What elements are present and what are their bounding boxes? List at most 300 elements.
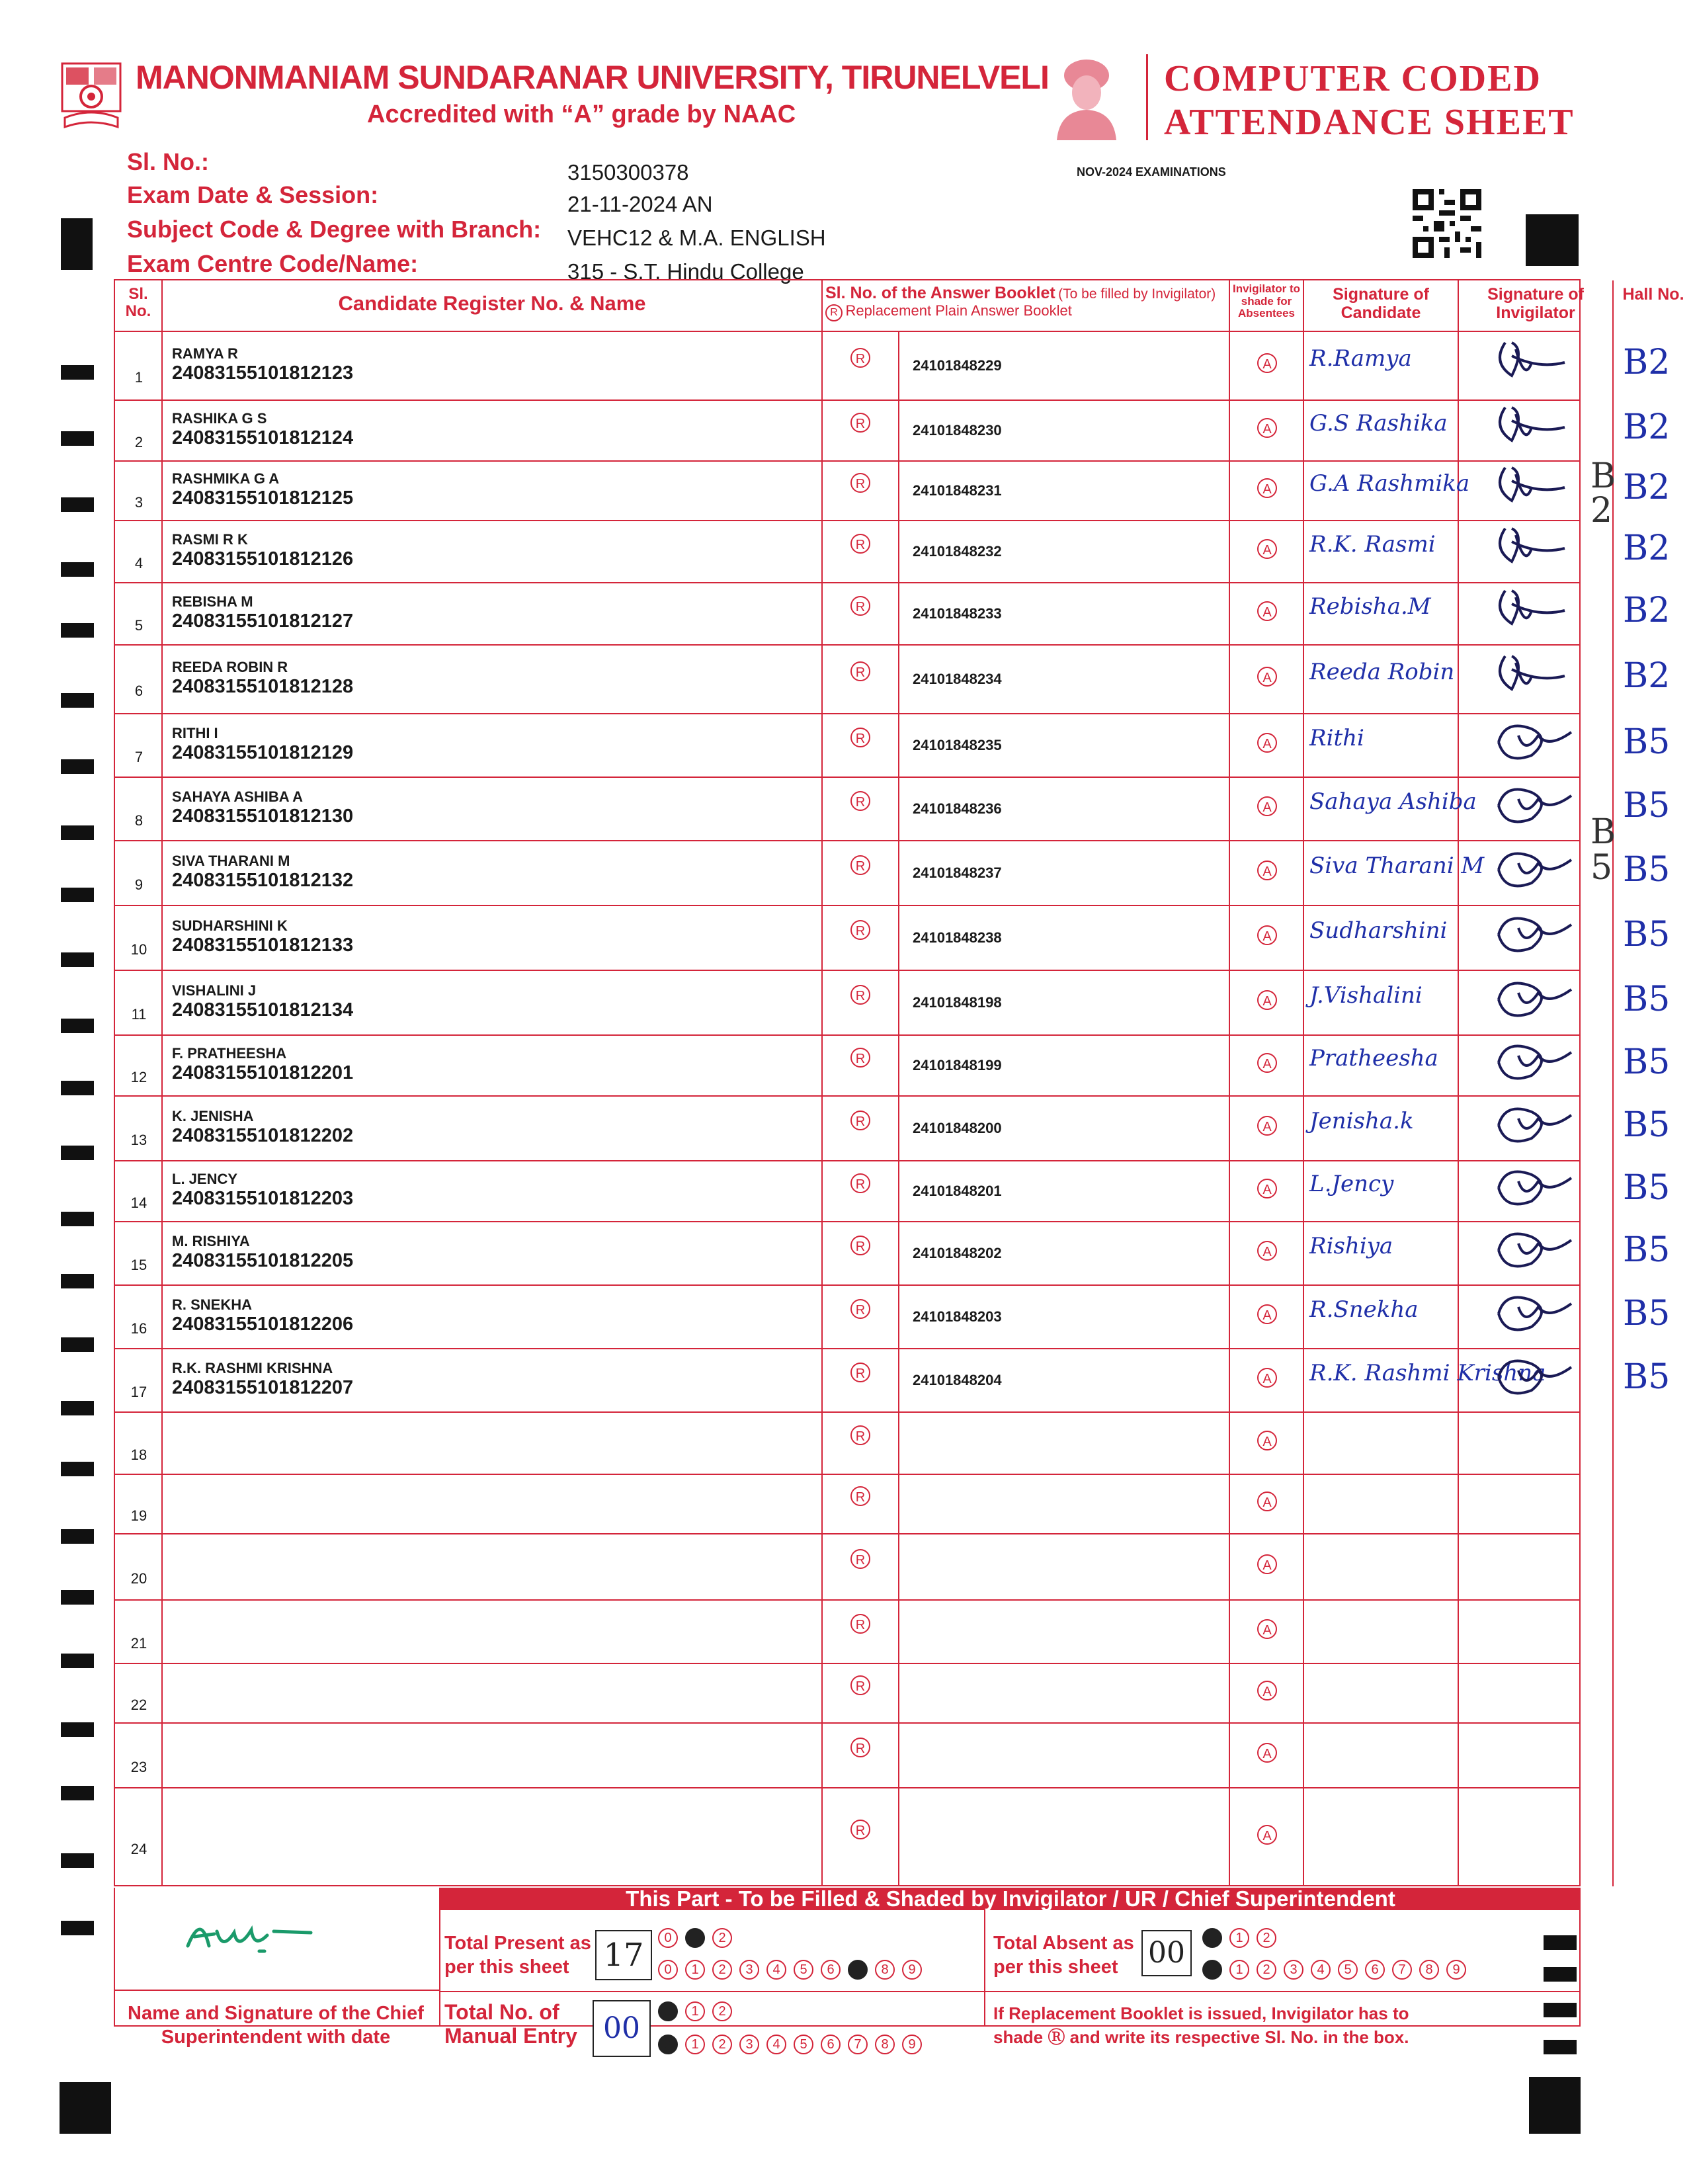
absent-bubble[interactable]: A: [1257, 796, 1277, 816]
chief-label: Name and Signature of the Chief Superintendent with date: [128, 2003, 424, 2048]
candidate-name: RASHIKA G S: [172, 410, 267, 427]
accreditation-text: Accredited with “A” grade by NAAC: [367, 101, 796, 128]
founder-portrait: [1050, 54, 1123, 140]
candidate-signature: Pratheesha: [1309, 1045, 1438, 1071]
university-name: MANONMANIAM SUNDARANAR UNIVERSITY, TIRUNELVELI: [136, 59, 1049, 96]
register-number: 24083155101812124: [172, 427, 354, 448]
table-row: [115, 1411, 1579, 1474]
replacement-bubble[interactable]: R: [850, 661, 870, 681]
timing-mark: [61, 693, 94, 708]
hall-number: B5: [1623, 980, 1671, 1019]
table-cell: [115, 1787, 163, 1886]
digit-bubble[interactable]: 9: [902, 2035, 922, 2054]
table-cell: [1304, 1722, 1459, 1787]
present-units-bubbles[interactable]: [658, 1960, 929, 1980]
table-cell: [163, 1474, 823, 1533]
table-cell: [1304, 1663, 1459, 1722]
register-number: 24083155101812128: [172, 676, 354, 697]
table-row: [115, 582, 1671, 644]
table-row: [115, 460, 1671, 520]
replacement-bubble[interactable]: R: [850, 1425, 870, 1445]
margin-note: B: [1590, 812, 1616, 852]
invigilator-signature: [1485, 522, 1585, 575]
table-cell: [163, 1599, 823, 1663]
absent-bubble[interactable]: A: [1257, 1304, 1277, 1324]
replacement-bubble[interactable]: R: [850, 1173, 870, 1193]
candidate-signature: G.A Rashmika: [1309, 470, 1470, 497]
replacement-bubble[interactable]: R: [850, 1236, 870, 1255]
replacement-icon: R: [825, 304, 843, 321]
table-row: [115, 399, 1671, 460]
digit-bubble[interactable]: 0: [658, 2035, 678, 2054]
qr-code-icon: [1413, 189, 1481, 258]
digit-bubble[interactable]: 3: [739, 2035, 759, 2054]
candidate-name: M. RISHIYA: [172, 1233, 250, 1249]
absent-bubble[interactable]: A: [1257, 1053, 1277, 1073]
replacement-bubble[interactable]: R: [850, 1614, 870, 1634]
invigilator-signature: [1485, 1224, 1585, 1277]
sl-no-value: 3150300378: [567, 160, 689, 185]
invigilator-signature: [1485, 779, 1585, 832]
absent-bubble[interactable]: A: [1257, 990, 1277, 1010]
university-logo: [60, 61, 123, 135]
table-cell: [115, 644, 163, 713]
timing-mark: [61, 1401, 94, 1415]
register-number: 24083155101812125: [172, 487, 354, 509]
table-cell: [1614, 1474, 1693, 1533]
table-cell: [1459, 1411, 1614, 1474]
row-sl-number: 9: [134, 876, 144, 893]
table-cell: [115, 1411, 163, 1474]
replacement-bubble[interactable]: R: [850, 1820, 870, 1839]
invigilator-signature: [1485, 336, 1585, 389]
candidate-signature: J.Vishalini: [1309, 982, 1423, 1009]
table-cell: [115, 1095, 163, 1160]
table-cell: [163, 1411, 823, 1474]
booklet-number: 24101848233: [913, 605, 1002, 622]
digit-bubble[interactable]: 4: [766, 2035, 786, 2054]
table-cell: [1614, 1663, 1693, 1722]
timing-mark: [61, 497, 94, 512]
absent-bubble[interactable]: A: [1257, 1491, 1277, 1511]
table-cell: [115, 399, 163, 460]
register-number: 24083155101812126: [172, 548, 354, 569]
header-sig-candidate: Signature of Candidate: [1304, 280, 1459, 331]
hall-number: B5: [1623, 786, 1671, 825]
manual-entry-box[interactable]: [593, 2000, 651, 2057]
table-cell: [115, 905, 163, 970]
hall-number: B5: [1623, 1294, 1671, 1333]
manual-entry-value: 00: [603, 2011, 640, 2045]
booklet-number: 24101848230: [913, 422, 1002, 439]
table-row: [115, 1663, 1579, 1722]
hall-number: B5: [1623, 850, 1671, 890]
replacement-bubble[interactable]: R: [850, 1363, 870, 1382]
sl-no-label: Sl. No.:: [127, 148, 209, 175]
table-cell: [1304, 1533, 1459, 1599]
digit-bubble[interactable]: 0: [1202, 1960, 1222, 1980]
candidate-name: R. SNEKHA: [172, 1296, 253, 1313]
margin-note: B: [1590, 456, 1616, 496]
row-sl-number: 17: [130, 1384, 147, 1400]
timing-mark: [61, 952, 94, 967]
row-sl-number: 22: [130, 1697, 147, 1713]
invigilator-signature: [1485, 1287, 1585, 1340]
digit-bubble[interactable]: 7: [848, 2035, 868, 2054]
absent-bubble[interactable]: A: [1257, 925, 1277, 945]
table-cell: [163, 1663, 823, 1722]
replacement-bubble[interactable]: R: [850, 920, 870, 940]
table-row: [115, 713, 1671, 777]
absent-bubble[interactable]: A: [1257, 418, 1277, 438]
candidate-signature: Sahaya Ashiba: [1309, 788, 1477, 815]
row-sl-number: 6: [134, 683, 144, 699]
absent-bubble[interactable]: A: [1257, 667, 1277, 687]
table-row: [115, 331, 1671, 399]
absent-bubble[interactable]: A: [1257, 1116, 1277, 1136]
invigilator-signature: [1485, 1099, 1585, 1152]
table-cell: [1304, 1411, 1459, 1474]
manual-tens-bubbles[interactable]: [658, 2001, 739, 2021]
booklet-number: 24101848204: [913, 1372, 1002, 1388]
digit-bubble[interactable]: 1: [685, 1928, 705, 1948]
header-booklet-sub: Replacement Plain Answer Booklet: [845, 302, 1072, 319]
digit-bubble[interactable]: 0: [1202, 1928, 1222, 1948]
replacement-bubble[interactable]: R: [850, 473, 870, 493]
absent-bubble[interactable]: A: [1257, 1179, 1277, 1198]
digit-bubble[interactable]: 2: [712, 2001, 732, 2021]
header-booklet-main: Sl. No. of the Answer Booklet: [825, 284, 1055, 302]
booklet-number: 24101848202: [913, 1245, 1002, 1261]
candidate-name: SAHAYA ASHIBA A: [172, 788, 304, 805]
digit-bubble[interactable]: 2: [712, 1960, 732, 1980]
header-hall: Hall No.: [1622, 285, 1684, 304]
digit-bubble[interactable]: 9: [902, 1960, 922, 1980]
table-cell: [1459, 1663, 1614, 1722]
total-present-box[interactable]: [595, 1930, 652, 1980]
digit-bubble[interactable]: 8: [875, 1960, 895, 1980]
table-cell: [115, 520, 163, 582]
candidate-signature: R.K. Rashmi Krishna: [1309, 1360, 1546, 1386]
candidate-name: L. JENCY: [172, 1171, 238, 1187]
table-cell: [1304, 1474, 1459, 1533]
table-cell: [115, 582, 163, 644]
header-candidate: Candidate Register No. & Name: [163, 280, 823, 331]
invigilator-signature: [1485, 650, 1585, 702]
digit-bubble[interactable]: 6: [821, 2035, 841, 2054]
table-row: [115, 1095, 1671, 1160]
digit-bubble[interactable]: 1: [1229, 1928, 1249, 1948]
timing-mark: [61, 1146, 94, 1160]
replacement-bubble[interactable]: R: [850, 855, 870, 875]
table-cell: [115, 713, 163, 777]
candidate-name: RASMI R K: [172, 531, 248, 548]
footer-divider-h: [440, 1991, 1581, 1992]
register-number: 24083155101812134: [172, 999, 354, 1021]
candidate-name: R.K. RASHMI KRISHNA: [172, 1360, 333, 1376]
absent-bubble[interactable]: A: [1257, 353, 1277, 373]
digit-bubble[interactable]: 5: [794, 2035, 813, 2054]
absent-bubble[interactable]: A: [1257, 478, 1277, 498]
table-row: [115, 1348, 1671, 1411]
digit-bubble[interactable]: 4: [1311, 1960, 1331, 1980]
row-sl-number: 4: [134, 555, 144, 571]
timing-mark: [61, 365, 94, 380]
candidate-signature: Rishiya: [1309, 1233, 1393, 1259]
chief-signature-cell: [115, 1888, 440, 1991]
booklet-number: 24101848199: [913, 1057, 1002, 1073]
timing-mark: [61, 1462, 94, 1476]
booklet-number: 24101848231: [913, 482, 1002, 499]
absent-units-bubbles[interactable]: [1202, 1960, 1473, 1980]
absent-bubble[interactable]: A: [1257, 1241, 1277, 1261]
table-cell: [115, 1533, 163, 1599]
candidate-name: VISHALINI J: [172, 982, 257, 999]
timing-mark: [61, 1529, 94, 1544]
candidate-signature: Rebisha.M: [1309, 593, 1431, 620]
table-cell: [115, 1221, 163, 1284]
replacement-bubble[interactable]: R: [850, 413, 870, 433]
booklet-number: 24101848201: [913, 1183, 1002, 1199]
digit-bubble[interactable]: 1: [685, 1960, 705, 1980]
table-row: [115, 970, 1671, 1034]
candidate-signature: R.Ramya: [1309, 345, 1412, 372]
row-sl-number: 7: [134, 749, 144, 765]
row-sl-number: 19: [130, 1507, 147, 1524]
digit-bubble[interactable]: 0: [658, 2001, 678, 2021]
hall-number: B5: [1623, 1042, 1671, 1082]
absent-bubble[interactable]: A: [1257, 601, 1277, 621]
footer-banner: This Part - To be Filled & Shaded by Invigilator / UR / Chief Superintendent: [440, 1888, 1581, 1910]
candidate-signature: R.K. Rasmi: [1309, 531, 1436, 558]
table-cell: [899, 1787, 1230, 1886]
replacement-bubble[interactable]: R: [850, 1111, 870, 1130]
hall-number: B2: [1623, 591, 1671, 630]
invigilator-signature: [1485, 973, 1585, 1026]
replacement-bubble[interactable]: R: [850, 596, 870, 616]
booklet-number: 24101848229: [913, 357, 1002, 374]
replacement-bubble[interactable]: R: [850, 348, 870, 368]
digit-bubble[interactable]: 5: [1338, 1960, 1358, 1980]
digit-bubble[interactable]: 6: [821, 1960, 841, 1980]
digit-bubble[interactable]: 8: [875, 2035, 895, 2054]
digit-bubble[interactable]: 2: [1257, 1928, 1276, 1948]
header-booklet-note: (To be filled by Invigilator): [1058, 286, 1216, 302]
timing-mark: [61, 623, 94, 638]
digit-bubble[interactable]: 2: [712, 2035, 732, 2054]
manual-entry-label: Total No. of Manual Entry: [444, 2000, 577, 2048]
timing-mark: [61, 1853, 94, 1868]
row-sl-number: 18: [130, 1447, 147, 1463]
total-present-label: Total Present as per this sheet: [444, 1933, 591, 1978]
timing-mark: [61, 1590, 94, 1605]
invigilator-signature: [1485, 908, 1585, 961]
table-cell: [1304, 1599, 1459, 1663]
absent-bubble[interactable]: A: [1257, 539, 1277, 559]
timing-mark: [61, 1081, 94, 1095]
invigilator-signature: [1485, 716, 1585, 769]
margin-note: 5: [1590, 848, 1613, 888]
header-booklet: [823, 280, 1230, 331]
replacement-note: If Replacement Booklet is issued, Invigilator has to shade Ⓡ and write its respective Sl. No. in the box.: [993, 2003, 1409, 2047]
replacement-bubble[interactable]: R: [850, 1675, 870, 1695]
register-number: 24083155101812205: [172, 1250, 354, 1271]
candidate-name: F. PRATHEESHA: [172, 1045, 287, 1062]
digit-bubble[interactable]: 8: [1419, 1960, 1439, 1980]
replacement-bubble[interactable]: R: [850, 534, 870, 554]
absent-bubble[interactable]: A: [1257, 733, 1277, 753]
table-cell: [1614, 1787, 1693, 1886]
candidate-name: K. JENISHA: [172, 1108, 254, 1124]
table-cell: [1459, 1722, 1614, 1787]
row-sl-number: 23: [130, 1759, 147, 1775]
digit-bubble[interactable]: 2: [712, 1928, 732, 1948]
digit-bubble[interactable]: 3: [739, 1960, 759, 1980]
digit-bubble[interactable]: 0: [658, 1928, 678, 1948]
candidate-name: SUDHARSHINI K: [172, 917, 288, 934]
table-row: [115, 1474, 1579, 1533]
timing-mark: [61, 888, 94, 902]
hall-number: B2: [1623, 343, 1671, 382]
register-number: 24083155101812123: [172, 362, 354, 384]
table-cell: [1304, 1787, 1459, 1886]
row-sl-number: 20: [130, 1570, 147, 1587]
digit-bubble[interactable]: 7: [1392, 1960, 1412, 1980]
table-row: [115, 1034, 1671, 1095]
table-cell: [115, 1284, 163, 1348]
replacement-bubble[interactable]: R: [850, 1486, 870, 1506]
digit-bubble[interactable]: 1: [685, 2035, 705, 2054]
header-sig-invigilator: Signature of Invigilator: [1459, 280, 1614, 331]
digit-bubble[interactable]: 1: [1229, 1960, 1249, 1980]
booklet-number: 24101848198: [913, 994, 1002, 1011]
absent-tens-bubbles[interactable]: [1202, 1928, 1284, 1948]
booklet-number: 24101848203: [913, 1308, 1002, 1325]
hall-number: B2: [1623, 468, 1671, 507]
table-cell: [1614, 1533, 1693, 1599]
hall-number: B5: [1623, 1357, 1671, 1397]
booklet-number: 24101848200: [913, 1120, 1002, 1136]
footer-divider-v: [984, 1910, 985, 2027]
register-number: 24083155101812132: [172, 870, 354, 891]
timing-mark: [61, 1274, 94, 1288]
digit-bubble[interactable]: 6: [1365, 1960, 1385, 1980]
digit-bubble[interactable]: 5: [794, 1960, 813, 1980]
register-number: 24083155101812130: [172, 806, 354, 827]
digit-bubble[interactable]: 2: [1257, 1960, 1276, 1980]
total-present-value: 17: [603, 1937, 644, 1974]
total-absent-label: Total Absent as per this sheet: [993, 1933, 1134, 1978]
absent-bubble[interactable]: A: [1257, 1619, 1277, 1639]
hall-number: B5: [1623, 1230, 1671, 1270]
digit-bubble[interactable]: 4: [766, 1960, 786, 1980]
table-row: [115, 644, 1671, 713]
booklet-number: 24101848232: [913, 543, 1002, 560]
total-absent-box[interactable]: [1141, 1930, 1192, 1976]
digit-bubble[interactable]: 9: [1446, 1960, 1466, 1980]
invigilator-signature: [1485, 461, 1585, 514]
timing-mark: [61, 1019, 94, 1033]
manual-units-bubbles[interactable]: [658, 2035, 929, 2054]
absent-bubble[interactable]: A: [1257, 1554, 1277, 1574]
registration-mark: [1529, 2077, 1581, 2134]
candidate-name: RAMYA R: [172, 345, 238, 362]
hall-number: B2: [1623, 407, 1671, 447]
timing-mark: [1544, 2040, 1577, 2054]
absent-bubble[interactable]: A: [1257, 1825, 1277, 1845]
timing-mark: [61, 1786, 94, 1800]
table-row: [115, 1599, 1579, 1663]
table-cell: [1459, 1599, 1614, 1663]
replacement-bubble[interactable]: R: [850, 791, 870, 811]
table-cell: [1614, 1599, 1693, 1663]
present-tens-bubbles[interactable]: [658, 1928, 739, 1948]
digit-bubble[interactable]: 1: [685, 2001, 705, 2021]
candidate-signature: R.Snekha: [1309, 1296, 1419, 1323]
row-sl-number: 3: [134, 494, 144, 511]
table-cell: [115, 1722, 163, 1787]
row-sl-number: 8: [134, 812, 144, 829]
replacement-bubble[interactable]: R: [850, 728, 870, 747]
attendance-table: [114, 279, 1684, 1886]
total-absent-value: 00: [1148, 1936, 1185, 1970]
replacement-bubble[interactable]: R: [850, 1048, 870, 1068]
booklet-number: 24101848234: [913, 671, 1002, 687]
row-sl-number: 16: [130, 1320, 147, 1337]
registration-mark: [60, 2082, 111, 2134]
row-sl-number: 14: [130, 1195, 147, 1211]
timing-mark: [61, 1921, 94, 1935]
register-number: 24083155101812133: [172, 935, 354, 956]
table-cell: [115, 331, 163, 399]
table-row: [115, 1533, 1579, 1599]
row-sl-number: 10: [130, 941, 147, 958]
register-number: 24083155101812129: [172, 742, 354, 763]
hall-number: B5: [1623, 1105, 1671, 1145]
replacement-bubble[interactable]: R: [850, 1299, 870, 1319]
replacement-bubble[interactable]: R: [850, 985, 870, 1005]
replacement-bubble[interactable]: R: [850, 1549, 870, 1569]
table-cell: [1614, 1722, 1693, 1787]
replacement-bubble[interactable]: R: [850, 1738, 870, 1757]
booklet-number: 24101848238: [913, 929, 1002, 946]
absent-bubble[interactable]: A: [1257, 1743, 1277, 1763]
digit-bubble[interactable]: 7: [848, 1960, 868, 1980]
header-invigilator-shade: Invigilator to shade for Absentees: [1230, 280, 1304, 331]
timing-mark: [61, 562, 94, 577]
absent-bubble[interactable]: A: [1257, 1431, 1277, 1450]
subject-label: Subject Code & Degree with Branch:: [127, 216, 542, 243]
invigilator-signature: [1485, 1036, 1585, 1089]
table-cell: [163, 1533, 823, 1599]
candidate-signature: Reeda Robin: [1309, 659, 1455, 685]
absent-bubble[interactable]: A: [1257, 861, 1277, 880]
absent-bubble[interactable]: A: [1257, 1681, 1277, 1701]
row-sl-number: 21: [130, 1635, 147, 1652]
table-cell: [1459, 1533, 1614, 1599]
candidate-name: RITHI I: [172, 725, 218, 741]
sheet-title-line2: ATTENDANCE SHEET: [1164, 102, 1575, 143]
hall-number: B5: [1623, 1168, 1671, 1208]
table-row: [115, 1722, 1579, 1787]
register-number: 24083155101812206: [172, 1314, 354, 1335]
absent-bubble[interactable]: A: [1257, 1368, 1277, 1388]
row-sl-number: 24: [130, 1841, 147, 1857]
timing-mark: [61, 1337, 94, 1352]
digit-bubble[interactable]: 0: [658, 1960, 678, 1980]
digit-bubble[interactable]: 3: [1284, 1960, 1303, 1980]
hall-number: B2: [1623, 528, 1671, 568]
